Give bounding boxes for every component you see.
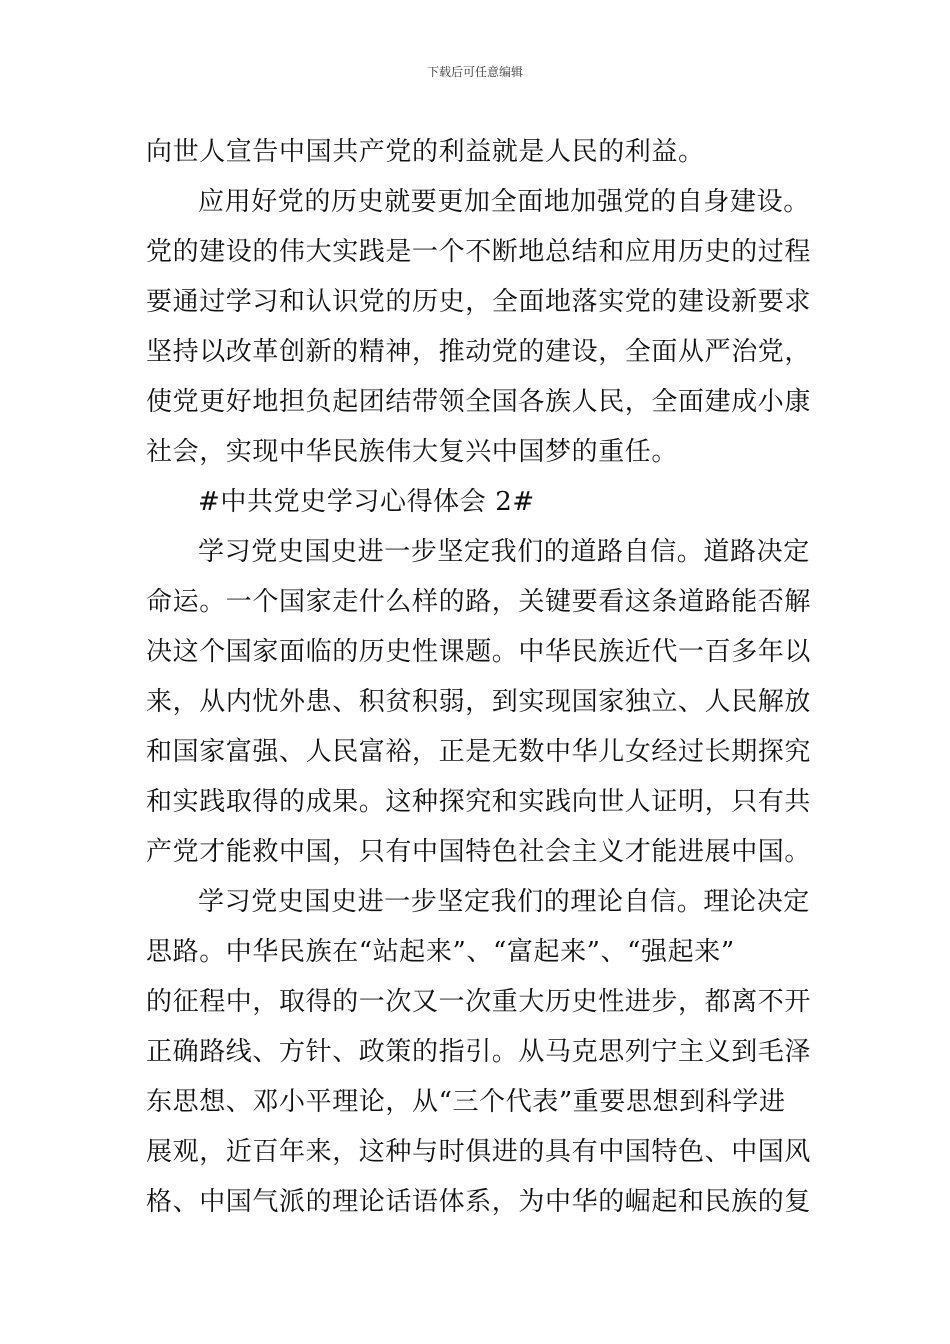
text-line: 展观，近百年来，这种与时俱进的具有中国特色、中国风: [146, 1137, 812, 1167]
text-line: 社会，实现中华民族伟大复兴中国梦的重任。: [146, 437, 679, 467]
text-line: 东思想、邓小平理论，从“三个代表”重要思想到科学进: [146, 1087, 786, 1117]
text-line: 学习党史国史进一步坚定我们的道路自信。道路决定: [198, 537, 810, 567]
page-header: 下载后可任意编辑: [426, 65, 523, 79]
text-line: #中共党史学习心得体会 2#: [198, 487, 535, 517]
text-line: 决这个国家面临的历史性课题。中华民族近代一百多年以: [146, 637, 812, 667]
text-line: 命运。一个国家走什么样的路，关键要看这条道路能否解: [146, 587, 812, 617]
text-line: 格、中国气派的理论话语体系，为中华的崛起和民族的复: [146, 1187, 812, 1217]
text-line: 产党才能救中国，只有中国特色社会主义才能进展中国。: [146, 837, 812, 867]
text-line: 的征程中，取得的一次又一次重大历史性进步，都离不开: [146, 987, 812, 1017]
text-line: 应用好党的历史就要更加全面地加强党的自身建设。: [198, 187, 810, 217]
text-line: 和实践取得的成果。这种探究和实践向世人证明，只有共: [146, 787, 812, 817]
text-line: 坚持以改革创新的精神，推动党的建设，全面从严治党，: [146, 337, 812, 367]
text-line: 正确路线、方针、政策的指引。从马克思列宁主义到毛泽: [146, 1037, 812, 1067]
text-line: 学习党史国史进一步坚定我们的理论自信。理论决定: [198, 887, 810, 917]
text-line: 和国家富强、人民富裕，正是无数中华儿女经过长期探究: [146, 737, 812, 767]
text-line: 要通过学习和认识党的历史，全面地落实党的建设新要求: [146, 287, 812, 317]
text-line: 来，从内忧外患、积贫积弱，到实现国家独立、人民解放: [146, 687, 812, 717]
text-line: 使党更好地担负起团结带领全国各族人民，全面建成小康: [146, 387, 812, 417]
text-line: 思路。中华民族在“站起来”、“富起来”、“强起来”: [146, 937, 735, 967]
text-line: 向世人宣告中国共产党的利益就是人民的利益。: [146, 137, 705, 167]
text-line: 党的建设的伟大实践是一个不断地总结和应用历史的过程: [146, 237, 812, 267]
document-body: [146, 127, 816, 1227]
